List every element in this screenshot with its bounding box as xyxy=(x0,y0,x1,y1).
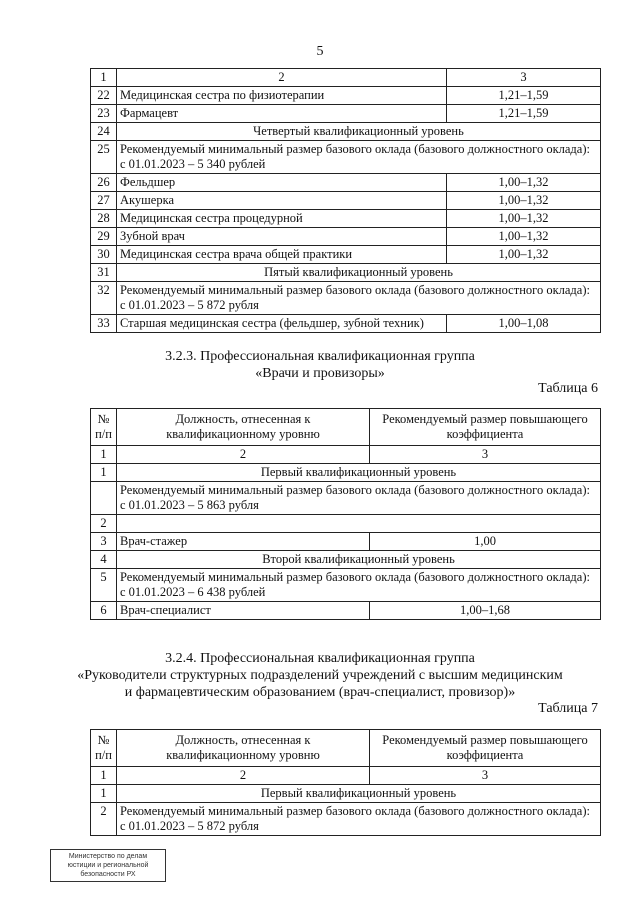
header-cell: 3 xyxy=(370,446,601,464)
base-salary-cell: Рекомендуемый минимальный размер базового оклада (базового должностного оклада): с 01.01.2023 – 5 863 рубля xyxy=(117,482,601,515)
position-cell: Фельдшер xyxy=(117,174,447,192)
coefficient-cell: 1,00 xyxy=(370,533,601,551)
table-row xyxy=(91,803,601,836)
row-number-cell: 22 xyxy=(91,87,117,105)
row-number-cell: 29 xyxy=(91,228,117,246)
table-header-row xyxy=(91,767,601,785)
position-cell: Акушерка xyxy=(117,192,447,210)
column-header-position: Должность, отнесенная к квалификационному уровню xyxy=(117,409,370,446)
table-row xyxy=(91,228,601,246)
table-row xyxy=(91,282,601,315)
table-head-row xyxy=(91,730,601,767)
table-row xyxy=(91,551,601,569)
header-cell: 2 xyxy=(117,446,370,464)
qualification-level-cell: Первый квалификационный уровень xyxy=(117,785,601,803)
qualification-level-cell: Пятый квалификационный уровень xyxy=(117,264,601,282)
header-cell: 1 xyxy=(91,69,117,87)
heading-line: «Руководители структурных подразделений учреждений с высшим медицинским xyxy=(77,668,563,683)
table-row xyxy=(91,192,601,210)
base-salary-cell xyxy=(117,515,601,533)
row-number-cell: 27 xyxy=(91,192,117,210)
qualification-level-cell: Первый квалификационный уровень xyxy=(117,464,601,482)
heading-line: 3.2.4. Профессиональная квалификационная группа xyxy=(165,651,475,666)
table-row xyxy=(91,87,601,105)
coefficient-cell: 1,21–1,59 xyxy=(447,87,601,105)
column-header-number: № п/п xyxy=(91,730,117,767)
row-number-cell: 1 xyxy=(91,785,117,803)
coefficient-cell: 1,00–1,32 xyxy=(447,192,601,210)
table-row xyxy=(91,464,601,482)
position-cell: Медицинская сестра по физиотерапии xyxy=(117,87,447,105)
table-row xyxy=(91,141,601,174)
header-cell: 3 xyxy=(447,69,601,87)
row-number-cell: 30 xyxy=(91,246,117,264)
row-number-cell: 33 xyxy=(91,315,117,333)
table-row xyxy=(91,174,601,192)
ministry-stamp xyxy=(50,849,166,882)
position-cell: Старшая медицинская сестра (фельдшер, зубной техник) xyxy=(117,315,447,333)
row-number-cell: 1 xyxy=(91,464,117,482)
qualification-table-7 xyxy=(90,729,601,836)
coefficient-cell: 1,00–1,08 xyxy=(447,315,601,333)
coefficient-cell: 1,21–1,59 xyxy=(447,105,601,123)
base-salary-cell: Рекомендуемый минимальный размер базового оклада (базового должностного оклада): с 01.01.2023 – 6 438 рублей xyxy=(117,569,601,602)
stamp-line: безопасности РХ xyxy=(80,871,136,878)
row-number-cell: 6 xyxy=(91,602,117,620)
row-number-cell: 32 xyxy=(91,282,117,315)
stamp-line: юстиции и региональной xyxy=(67,862,149,869)
table-row xyxy=(91,315,601,333)
column-header-position: Должность, отнесенная к квалификационному уровню xyxy=(117,730,370,767)
coefficient-cell: 1,00–1,32 xyxy=(447,246,601,264)
header-cell: 3 xyxy=(370,767,601,785)
base-salary-cell: Рекомендуемый минимальный размер базового оклада (базового должностного оклада): с 01.01.2023 – 5 872 рубля xyxy=(117,282,601,315)
header-cell: 1 xyxy=(91,767,117,785)
page-number: 5 xyxy=(316,44,324,59)
table-7-label: Таблица 7 xyxy=(538,701,598,716)
row-number-cell: 5 xyxy=(91,569,117,602)
table-row xyxy=(91,569,601,602)
heading-line: «Врачи и провизоры» xyxy=(255,366,385,381)
qualification-table-6 xyxy=(90,408,601,620)
base-salary-cell: Рекомендуемый минимальный размер базового оклада (базового должностного оклада): с 01.01.2023 – 5 340 рублей xyxy=(117,141,601,174)
row-number-cell: 28 xyxy=(91,210,117,228)
row-number-cell: 24 xyxy=(91,123,117,141)
heading-line: и фармацевтическим образованием (врач-специалист, провизор)» xyxy=(124,685,516,700)
table-row xyxy=(91,123,601,141)
table5-body xyxy=(91,69,601,333)
table-header-row xyxy=(91,446,601,464)
section-3-2-4-heading xyxy=(0,650,640,701)
table-row xyxy=(91,515,601,533)
position-cell: Медицинская сестра процедурной xyxy=(117,210,447,228)
base-salary-cell: Рекомендуемый минимальный размер базового оклада (базового должностного оклада): с 01.01.2023 – 5 872 рубля xyxy=(117,803,601,836)
coefficient-cell: 1,00–1,68 xyxy=(370,602,601,620)
column-header-coefficient: Рекомендуемый размер повышающего коэффициента xyxy=(370,730,601,767)
table-row xyxy=(91,482,601,515)
table-row xyxy=(91,105,601,123)
section-3-2-3-heading xyxy=(0,348,640,382)
position-cell: Врач-стажер xyxy=(117,533,370,551)
row-number-cell: 2 xyxy=(91,515,117,533)
header-cell: 1 xyxy=(91,446,117,464)
table-row xyxy=(91,785,601,803)
heading-line: 3.2.3. Профессиональная квалификационная группа xyxy=(165,349,475,364)
position-cell: Фармацевт xyxy=(117,105,447,123)
row-number-cell: 3 xyxy=(91,533,117,551)
column-header-coefficient: Рекомендуемый размер повышающего коэффициента xyxy=(370,409,601,446)
qualification-level-cell: Второй квалификационный уровень xyxy=(117,551,601,569)
table-row xyxy=(91,264,601,282)
table-row xyxy=(91,602,601,620)
header-cell: 2 xyxy=(117,767,370,785)
table-6-label: Таблица 6 xyxy=(538,381,598,396)
row-number-cell: 31 xyxy=(91,264,117,282)
row-number-cell xyxy=(91,482,117,515)
header-cell: 2 xyxy=(117,69,447,87)
table-head-row xyxy=(91,409,601,446)
coefficient-cell: 1,00–1,32 xyxy=(447,210,601,228)
table-row xyxy=(91,210,601,228)
qualification-level-cell: Четвертый квалификационный уровень xyxy=(117,123,601,141)
row-number-cell: 23 xyxy=(91,105,117,123)
row-number-cell: 2 xyxy=(91,803,117,836)
table-row xyxy=(91,246,601,264)
position-cell: Зубной врач xyxy=(117,228,447,246)
stamp-line: Министерство по делам xyxy=(68,853,148,860)
table7-body xyxy=(91,730,601,836)
row-number-cell: 4 xyxy=(91,551,117,569)
column-header-number: № п/п xyxy=(91,409,117,446)
position-cell: Врач-специалист xyxy=(117,602,370,620)
position-cell: Медицинская сестра врача общей практики xyxy=(117,246,447,264)
table-row xyxy=(91,533,601,551)
table-header-row xyxy=(91,69,601,87)
coefficient-cell: 1,00–1,32 xyxy=(447,174,601,192)
row-number-cell: 26 xyxy=(91,174,117,192)
table6-body xyxy=(91,409,601,620)
row-number-cell: 25 xyxy=(91,141,117,174)
qualification-table-5 xyxy=(90,68,601,333)
coefficient-cell: 1,00–1,32 xyxy=(447,228,601,246)
